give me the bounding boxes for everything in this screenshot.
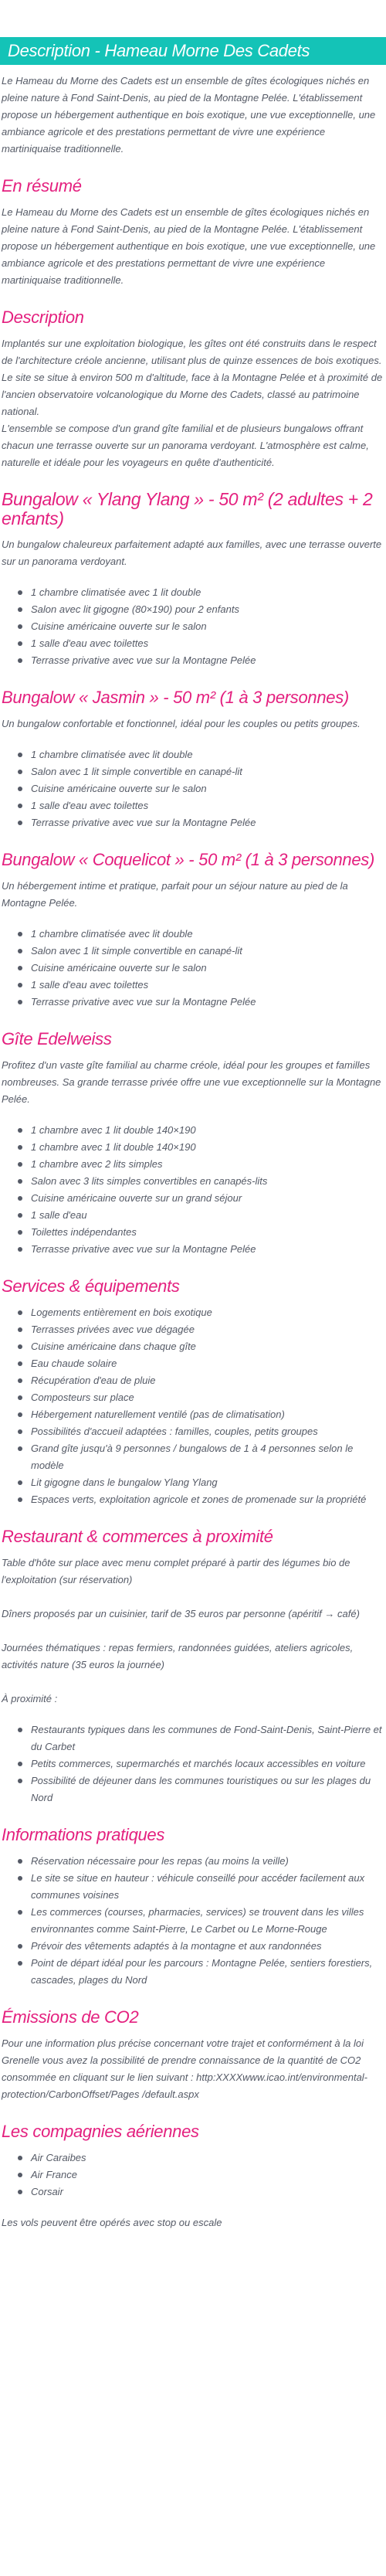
list-item: Salon avec 3 lits simples convertibles en canapés-lits <box>31 1173 383 1190</box>
description-line-3: L'ensemble se compose d'un grand gîte familial et de plusieurs bungalows offrant chacun une terrasse ouverte sur un panorama verdoyant. L'atmosphère est calme, naturelle et idéale pour les voyageurs en quête d'authenticité. <box>2 423 369 468</box>
co2-text: Pour une information plus précise concernant votre trajet et conformément à la loi Grenelle vous avez la possibilité de prendre connaissance de la quantité de CO2 consommée en cliquant sur le lien suivant : http:XXXXwww.icao.int/environmental-protection/CarbonOffset/Pages /default.aspx <box>2 2037 368 2100</box>
edelweiss-intro: Profitez d'un vaste gîte familial au charme créole, idéal pour les groupes et familles nombreuses. Sa grande terrasse privée offre une vue exceptionnelle sur la Montagne Pelée. <box>2 1059 381 1105</box>
list-item: Grand gîte jusqu'à 9 personnes / bungalows de 1 à 4 personnes selon le modèle <box>31 1440 383 1474</box>
list-item: Terrasse privative avec vue sur la Montagne Pelée <box>31 814 383 831</box>
list-item: Récupération d'eau de pluie <box>31 1372 383 1389</box>
banner-title: Description - Hameau Morne Des Cadets <box>8 41 310 60</box>
list-item: Point de départ idéal pour les parcours : Montagne Pelée, sentiers forestiers, cascades, plages du Nord <box>31 1955 383 1989</box>
list-item: Air Caraibes <box>31 2149 383 2166</box>
list-item: Prévoir des vêtements adaptés à la montagne et aux randonnées <box>31 1938 383 1955</box>
ylang-features <box>2 584 383 669</box>
section-title-jasmin: Bungalow « Jasmin » - 50 m² (1 à 3 personnes) <box>2 688 349 707</box>
list-item: Composteurs sur place <box>31 1389 383 1406</box>
list-item: Lit gigogne dans le bungalow Ylang Ylang <box>31 1474 383 1491</box>
list-item: Possibilité de déjeuner dans les communes touristiques ou sur les plages du Nord <box>31 1772 383 1806</box>
list-item: Réservation nécessaire pour les repas (au moins la veille) <box>31 1853 383 1870</box>
section-title-airlines: Les compagnies aériennes <box>2 2122 199 2141</box>
restaurants-list <box>2 1721 383 1806</box>
list-item: Terrasse privative avec vue sur la Montagne Pelée <box>31 994 383 1011</box>
resume-text: Le Hameau du Morne des Cadets est un ensemble de gîtes écologiques nichés en pleine nature à Fond Saint-Denis, au pied de la Montagne Pelée. L'établissement propose un hébergement authentique en bois exotique, une vue exceptionnelle, une ambiance agricole et des prestations permettant de vivre une expérience martiniquaise traditionnelle. <box>2 206 376 286</box>
restaurants-text-1: Table d'hôte sur place avec menu complet préparé à partir des légumes bio de l'exploitation (sur réservation) <box>2 1557 350 1585</box>
list-item: Le site se situe en hauteur : véhicule conseillé pour accéder facilement aux communes voisines <box>31 1870 383 1904</box>
coquelicot-intro: Un hébergement intime et pratique, parfait pour un séjour nature au pied de la Montagne Pelée. <box>2 880 348 909</box>
list-item: 1 chambre climatisée avec lit double <box>31 926 383 943</box>
section-title-description: Description <box>2 308 84 327</box>
airlines-footer: Les vols peuvent être opérés avec stop ou escale <box>2 2217 222 2228</box>
section-title-resume: En résumé <box>2 176 82 195</box>
list-item: Petits commerces, supermarchés et marchés locaux accessibles en voiture <box>31 1755 383 1772</box>
list-item: Terrasses privées avec vue dégagée <box>31 1321 383 1338</box>
section-title-infos: Informations pratiques <box>2 1825 165 1844</box>
edelweiss-features <box>2 1122 383 1258</box>
section-title-restaurants: Restaurant & commerces à proximité <box>2 1527 273 1546</box>
intro-text: Le Hameau du Morne des Cadets est un ensemble de gîtes écologiques nichés en pleine nature à Fond Saint-Denis, au pied de la Montagne Pelée. L'établissement propose un hébergement authentique en bois exotique, une vue exceptionnelle, une ambiance agricole et des prestations permettant de vivre une expérience martiniquaise traditionnelle. <box>2 75 376 155</box>
description-line-2: Le site se situe à environ 500 m d'altitude, face à la Montagne Pelée et à proximité de l'ancien observatoire volcanologique du Morne des Cadets, classé au patrimoine national. <box>2 372 383 417</box>
jasmin-intro: Un bungalow confortable et fonctionnel, idéal pour les couples ou petits groupes. <box>2 718 361 729</box>
list-item: 1 salle d'eau avec toilettes <box>31 977 383 994</box>
list-item: 1 chambre avec 2 lits simples <box>31 1156 383 1173</box>
list-item: Corsair <box>31 2183 383 2200</box>
list-item: 1 chambre avec 1 lit double 140×190 <box>31 1139 383 1156</box>
list-item: Cuisine américaine dans chaque gîte <box>31 1338 383 1355</box>
jasmin-features <box>2 746 383 831</box>
list-item: 1 salle d'eau <box>31 1207 383 1224</box>
list-item: Salon avec 1 lit simple convertible en canapé-lit <box>31 943 383 960</box>
list-item: Toilettes indépendantes <box>31 1224 383 1241</box>
services-list <box>2 1304 383 1508</box>
list-item: 1 chambre climatisée avec lit double <box>31 746 383 763</box>
content <box>0 65 386 2231</box>
list-item: 1 salle d'eau avec toilettes <box>31 635 383 652</box>
list-item: Restaurants typiques dans les communes de Fond-Saint-Denis, Saint-Pierre et du Carbet <box>31 1721 383 1755</box>
section-title-edelweiss: Gîte Edelweiss <box>2 1029 112 1048</box>
restaurants-text-3: Journées thématiques : repas fermiers, randonnées guidées, ateliers agricoles, activités nature (35 euros la journée) <box>2 1642 354 1670</box>
list-item: Salon avec 1 lit simple convertible en canapé-lit <box>31 763 383 780</box>
restaurants-text-2: Dîners proposés par un cuisinier, tarif de 35 euros par personne (apéritif → café) <box>2 1608 360 1619</box>
section-title-coquelicot: Bungalow « Coquelicot » - 50 m² (1 à 3 personnes) <box>2 850 375 869</box>
list-item: 1 chambre climatisée avec 1 lit double <box>31 584 383 601</box>
list-item: Terrasse privative avec vue sur la Montagne Pelée <box>31 652 383 669</box>
list-item: Cuisine américaine ouverte sur le salon <box>31 618 383 635</box>
section-title-ylang-ylang: Bungalow « Ylang Ylang » - 50 m² (2 adultes + 2 enfants) <box>2 489 373 528</box>
list-item: 1 chambre avec 1 lit double 140×190 <box>31 1122 383 1139</box>
section-title-co2: Émissions de CO2 <box>2 2007 139 2027</box>
list-item: 1 salle d'eau avec toilettes <box>31 797 383 814</box>
list-item: Les commerces (courses, pharmacies, services) se trouvent dans les villes environnantes comme Saint-Pierre, Le Carbet ou Le Morne-Rouge <box>31 1904 383 1938</box>
airlines-list <box>2 2149 383 2200</box>
list-item: Salon avec lit gigogne (80×190) pour 2 enfants <box>31 601 383 618</box>
list-item: Espaces verts, exploitation agricole et zones de promenade sur la propriété <box>31 1491 383 1508</box>
list-item: Hébergement naturellement ventilé (pas de climatisation) <box>31 1406 383 1423</box>
list-item: Eau chaude solaire <box>31 1355 383 1372</box>
list-item: Cuisine américaine ouverte sur le salon <box>31 780 383 797</box>
coquelicot-features <box>2 926 383 1011</box>
list-item: Terrasse privative avec vue sur la Montagne Pelée <box>31 1241 383 1258</box>
list-item: Air France <box>31 2166 383 2183</box>
description-banner <box>0 37 386 65</box>
infos-list <box>2 1853 383 1989</box>
ylang-intro: Un bungalow chaleureux parfaitement adapté aux familles, avec une terrasse ouverte sur un panorama verdoyant. <box>2 539 382 567</box>
list-item: Cuisine américaine ouverte sur un grand séjour <box>31 1190 383 1207</box>
section-title-services: Services & équipements <box>2 1276 180 1296</box>
restaurants-text-4: À proximité : <box>2 1693 58 1704</box>
description-line-1: Implantés sur une exploitation biologique, les gîtes ont été construits dans le respect de l'architecture créole ancienne, utilisant plus de quinze essences de bois exotiques. <box>2 338 382 366</box>
list-item: Logements entièrement en bois exotique <box>31 1304 383 1321</box>
list-item: Cuisine américaine ouverte sur le salon <box>31 960 383 977</box>
list-item: Possibilités d'accueil adaptées : familles, couples, petits groupes <box>31 1423 383 1440</box>
